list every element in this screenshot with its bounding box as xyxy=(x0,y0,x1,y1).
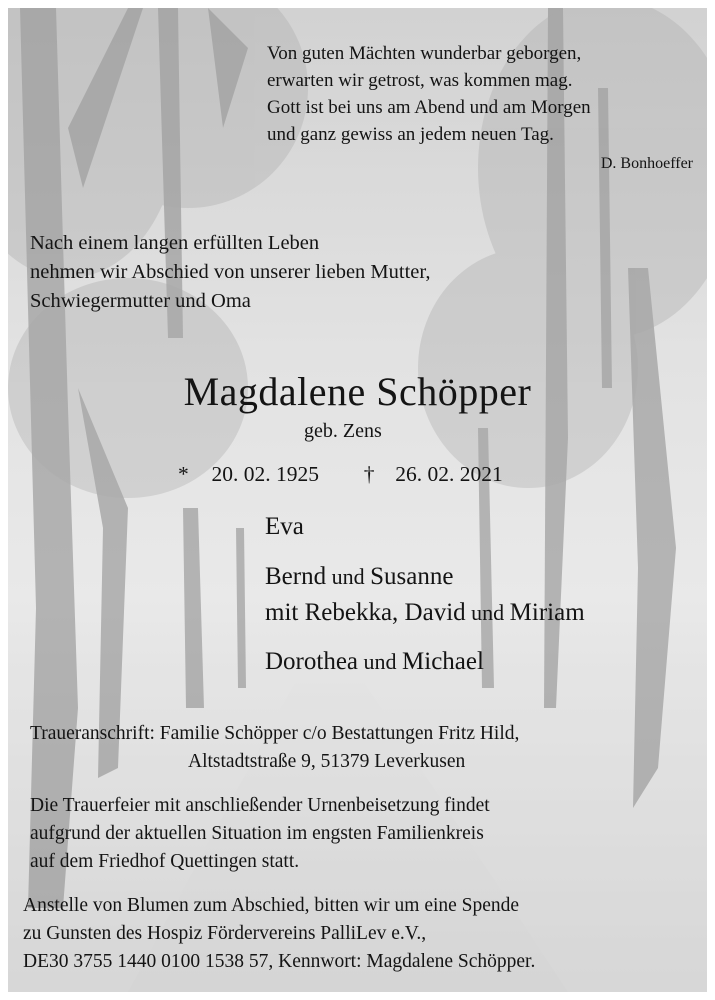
birth-date: 20. 02. 1925 xyxy=(211,462,319,486)
deceased-name: Magdalene Schöpper xyxy=(183,369,532,414)
poem-line: erwarten wir getrost, was kommen mag. xyxy=(267,70,573,91)
mourner-name: Dorothea xyxy=(265,648,359,675)
poem-line: Von guten Mächten wunderbar geborgen, xyxy=(267,43,582,64)
life-dates xyxy=(178,462,503,487)
ceremony-line: aufgrund der aktuellen Situation im engsten Familienkreis xyxy=(30,823,484,844)
mourning-address xyxy=(30,720,519,776)
death-symbol: † xyxy=(363,462,375,486)
ceremony-line: Die Trauerfeier mit anschließender Urnenbeisetzung findet xyxy=(30,795,490,816)
donation-line: DE30 3755 1440 0100 1538 57, Kennwort: Magdalene Schöpper. xyxy=(23,951,536,972)
poem-line: Gott ist bei uns am Abend und am Morgen xyxy=(267,97,591,118)
mourner-line xyxy=(265,599,585,627)
intro-line: Nach einem langen erfüllten Leben xyxy=(30,232,320,254)
mourner-name: Eva xyxy=(265,513,304,540)
mourner-line xyxy=(265,563,453,591)
poem-author: D. Bonhoeffer xyxy=(600,155,693,172)
mourner-name: Bernd xyxy=(265,563,327,590)
ceremony-notice xyxy=(30,792,490,876)
birth-symbol: * xyxy=(178,462,189,486)
conjunction: und xyxy=(326,564,371,589)
death-date: 26. 02. 2021 xyxy=(395,462,503,486)
intro-line: nehmen wir Abschied von unserer lieben Mutter, xyxy=(30,261,431,283)
mourner-name: mit Rebekka, David xyxy=(265,599,466,626)
mourner-name: Miriam xyxy=(509,599,585,626)
donation-line: zu Gunsten des Hospiz Fördervereins PalliLev e.V., xyxy=(23,923,427,944)
intro-text xyxy=(30,229,431,316)
conjunction: und xyxy=(358,649,403,674)
mourner-name: Susanne xyxy=(370,563,454,590)
conjunction: und xyxy=(465,600,510,625)
address-line: Altstadtstraße 9, 51379 Leverkusen xyxy=(188,751,466,772)
ceremony-line: auf dem Friedhof Quettingen statt. xyxy=(30,851,300,872)
donation-notice xyxy=(23,892,535,976)
obituary-notice xyxy=(8,8,707,992)
poem-line: und ganz gewiss an jedem neuen Tag. xyxy=(267,124,554,145)
donation-line: Anstelle von Blumen zum Abschied, bitten wir um eine Spende xyxy=(23,895,520,916)
intro-line: Schwiegermutter und Oma xyxy=(30,290,251,312)
poem xyxy=(267,40,591,148)
mourner-line xyxy=(265,648,484,676)
mourner-line xyxy=(265,513,304,541)
maiden-name: geb. Zens xyxy=(304,420,382,442)
address-line: Traueranschrift: Familie Schöpper c/o Bestattungen Fritz Hild, xyxy=(30,723,520,744)
mourner-name: Michael xyxy=(402,648,484,675)
